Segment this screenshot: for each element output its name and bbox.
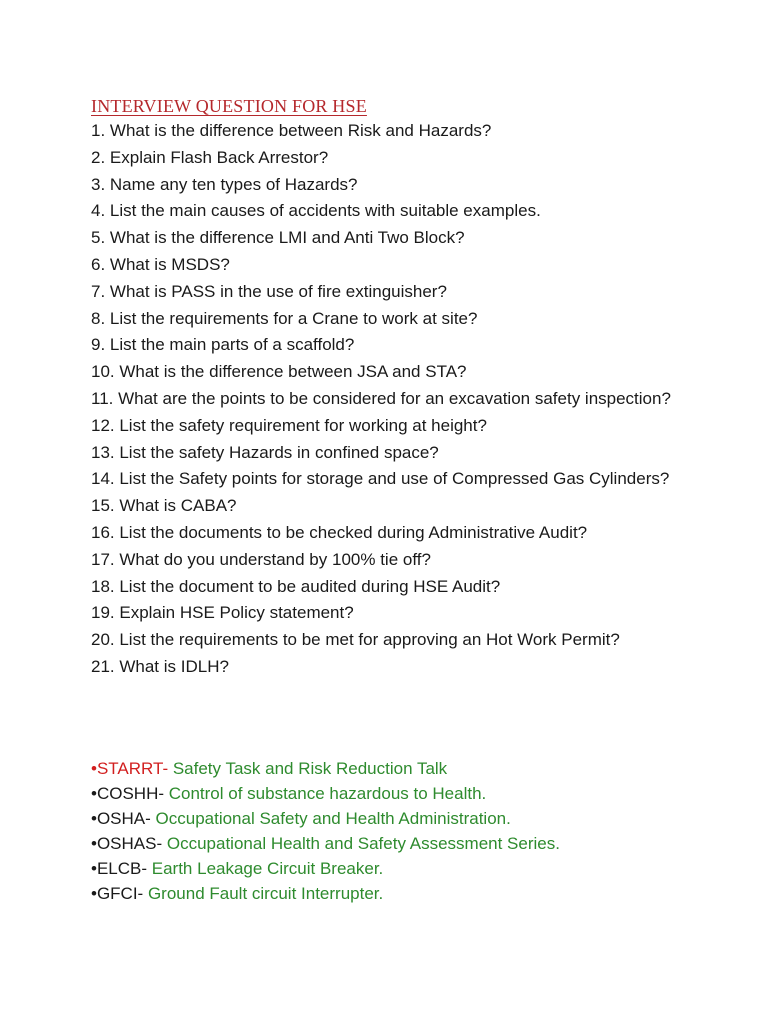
question-list [91,118,691,681]
abbreviation-item [91,756,691,781]
abbreviation-definition: Control of substance hazardous to Health. [164,784,487,803]
abbreviation-definition: Earth Leakage Circuit Breaker. [147,859,384,878]
question-item: 20. List the requirements to be met for approving an Hot Work Permit? [91,630,620,650]
question-item: 17. What do you understand by 100% tie off? [91,549,431,569]
question-item: 12. List the safety requirement for working at height? [91,415,487,435]
question-item: 9. List the main parts of a scaffold? [91,335,355,355]
question-item: 6. What is MSDS? [91,254,230,274]
question-item: 3. Name any ten types of Hazards? [91,174,358,194]
abbreviation-term: •ELCB- [91,859,148,878]
abbreviation-item [91,806,691,831]
question-item: 14. List the Safety points for storage and use of Compressed Gas Cylinders? [91,469,670,489]
question-item: 21. What is IDLH? [91,656,229,676]
abbreviation-term: •COSHH- [91,784,165,803]
question-item: 4. List the main causes of accidents with suitable examples. [91,201,541,221]
question-item: 18. List the document to be audited during HSE Audit? [91,576,501,596]
question-item: 5. What is the difference LMI and Anti Two Block? [91,228,465,248]
question-item: 10. What is the difference between JSA and STA? [91,362,467,382]
question-item: 11. What are the points to be considered for an excavation safety inspection? [91,388,671,408]
question-item: 13. List the safety Hazards in confined space? [91,442,439,462]
document-title: INTERVIEW QUESTION FOR HSE [91,96,367,116]
question-item: 19. Explain HSE Policy statement? [91,603,354,623]
abbreviation-definition: Safety Task and Risk Reduction Talk [168,759,448,778]
abbreviation-item [91,831,691,856]
question-item: 8. List the requirements for a Crane to work at site? [91,308,478,328]
question-item: 1. What is the difference between Risk and Hazards? [91,121,492,140]
abbreviation-item [91,781,691,806]
question-item: 7. What is PASS in the use of fire extinguisher? [91,281,447,301]
abbreviation-list [91,756,691,906]
abbreviation-definition: Ground Fault circuit Interrupter. [143,884,384,903]
abbreviation-term: •GFCI- [91,884,144,903]
abbreviation-term: •STARRT- [91,759,169,778]
abbreviation-term: •OSHAS- [91,834,163,853]
abbreviation-item [91,856,691,881]
abbreviation-item [91,881,691,906]
question-item: 16. List the documents to be checked during Administrative Audit? [91,522,588,542]
abbreviation-term: •OSHA- [91,809,151,828]
abbreviation-definition: Occupational Safety and Health Administration. [150,809,511,828]
abbreviation-definition: Occupational Health and Safety Assessment Series. [162,834,560,853]
question-item: 2. Explain Flash Back Arrestor? [91,147,329,167]
question-item: 15. What is CABA? [91,496,237,516]
